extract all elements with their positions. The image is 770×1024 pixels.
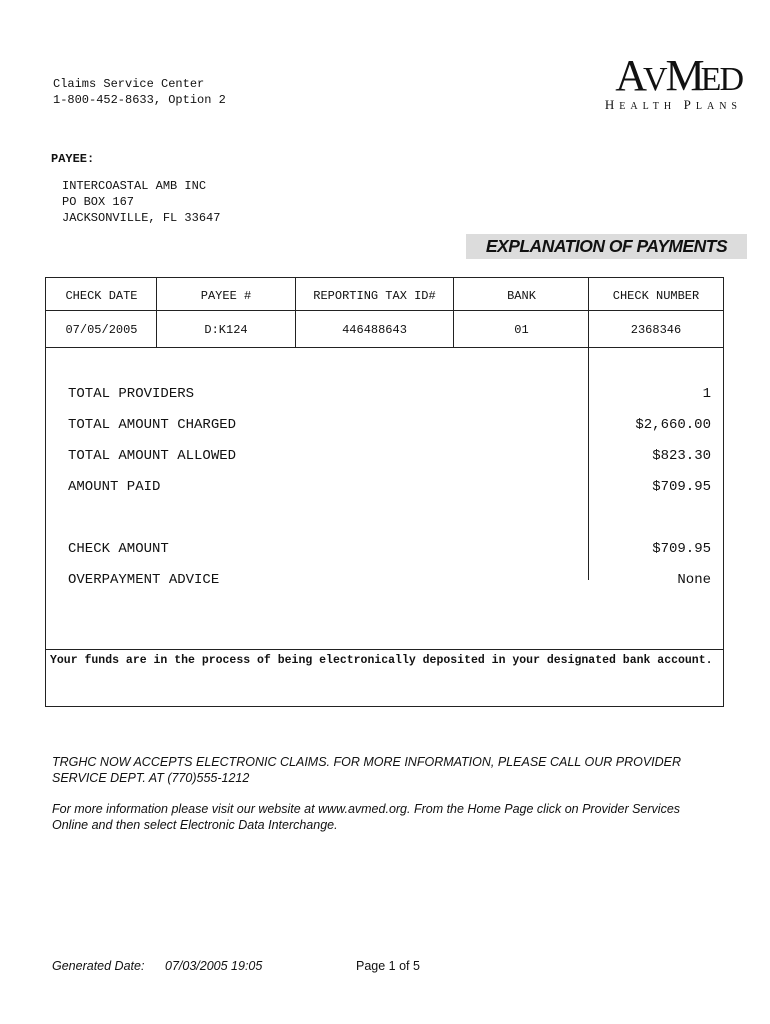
column-divider (453, 278, 454, 348)
bank-value: 01 (514, 323, 529, 337)
overpayment-value: None (677, 572, 711, 588)
generated-date-value: 07/03/2005 19:05 (165, 959, 263, 973)
column-divider (295, 278, 296, 348)
check-number-header: CHECK NUMBER (612, 289, 700, 303)
deposit-note: Your funds are in the process of being electronically deposited in your designated bank account. (50, 654, 713, 667)
check-number-value: 2368346 (630, 323, 682, 337)
service-phone: 1-800-452-8633, Option 2 (53, 93, 226, 107)
logo-letter-m: M (665, 51, 701, 100)
check-amount-value: $709.95 (652, 541, 711, 557)
total-charged-label: TOTAL AMOUNT CHARGED (68, 417, 237, 433)
amount-paid-label: AMOUNT PAID (68, 479, 161, 495)
service-center-label: Claims Service Center (53, 77, 205, 91)
avmed-logo (598, 51, 746, 112)
payee-number-cell (157, 278, 295, 348)
website-notice: For more information please visit our website at www.avmed.org. From the Home Page click on Provider Services Online and then select Electronic Data Interchange. (52, 802, 681, 832)
check-amount-label: CHECK AMOUNT (68, 541, 169, 557)
info-divider (46, 347, 723, 348)
logo-letter-v: V (642, 61, 666, 98)
tagline-p: P (683, 97, 696, 112)
header-divider (46, 310, 723, 311)
total-providers-value: 1 (702, 386, 711, 402)
page-number: Page 1 of 5 (356, 959, 420, 973)
generated-date-label: Generated Date: (52, 959, 145, 973)
overpayment-label: OVERPAYMENT ADVICE (68, 572, 220, 588)
payee-name: INTERCOASTAL AMB INC (62, 179, 207, 193)
logo-letter-a: A (615, 51, 643, 100)
tagline-h: H (604, 97, 620, 112)
tagline-lans: LANS (695, 101, 742, 112)
tax-id-header: REPORTING TAX ID# (313, 289, 436, 303)
total-allowed-value: $823.30 (652, 448, 711, 464)
contact-block (53, 76, 226, 108)
page-title: EXPLANATION OF PAYMENTS (466, 234, 747, 259)
electronic-claims-notice: TRGHC NOW ACCEPTS ELECTRONIC CLAIMS. FOR MORE INFORMATION, PLEASE CALL OUR PROVIDER SERVICE DEPT. AT (770)555-1212 (52, 755, 682, 785)
column-divider (156, 278, 157, 348)
check-date-cell (46, 278, 157, 348)
payment-summary-box (45, 277, 724, 707)
payee-number-value: D:K124 (204, 323, 248, 337)
logo-letters-ed: ED (700, 61, 742, 98)
tagline-ealth: EALTH (619, 101, 677, 112)
summary-divider (46, 649, 723, 650)
payee-number-header: PAYEE # (200, 289, 252, 303)
payee-address-line2: JACKSONVILLE, FL 33647 (62, 211, 221, 225)
column-divider (588, 278, 589, 580)
payee-label: PAYEE: (51, 152, 95, 166)
logo-wordmark (615, 51, 742, 102)
amount-paid-value: $709.95 (652, 479, 711, 495)
logo-tagline (605, 97, 742, 113)
total-charged-value: $2,660.00 (635, 417, 711, 433)
tax-id-cell (295, 278, 454, 348)
payee-address (62, 178, 220, 226)
check-number-cell (589, 278, 723, 348)
tax-id-value: 446488643 (342, 323, 407, 337)
total-allowed-label: TOTAL AMOUNT ALLOWED (68, 448, 237, 464)
payee-address-line1: PO BOX 167 (62, 195, 135, 209)
check-date-value: 07/05/2005 (65, 323, 138, 337)
bank-cell (454, 278, 589, 348)
total-providers-label: TOTAL PROVIDERS (68, 386, 195, 402)
check-date-header: CHECK DATE (65, 289, 138, 303)
bank-header: BANK (507, 289, 536, 303)
